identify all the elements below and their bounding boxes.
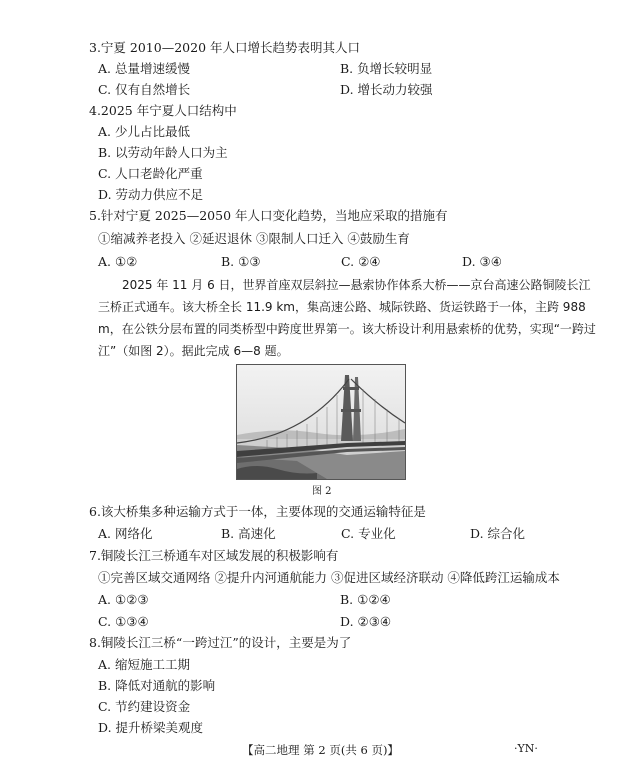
question-8-option-c: C. 节约建设资金 (98, 699, 191, 714)
question-4-option-c: C. 人口老龄化严重 (98, 166, 203, 181)
question-3-stem: 3.宁夏 2010—2020 年人口增长趋势表明其人口 (89, 40, 360, 55)
question-8-option-d: D. 提升桥梁美观度 (98, 720, 204, 735)
question-7-option-c: C. ①③④ (98, 614, 149, 629)
paper-code: ·YN· (514, 742, 538, 755)
reading-passage: 2025 年 11 月 6 日，世界首座双层斜拉—悬索协作体系大桥——京台高速公路铜陵长江三桥正式通车。该大桥全长 11.9 km，集高速公路、城际铁路、货运铁路于一体，主跨 988 m，在公铁分层布置的同类桥型中跨度世界第一。该大桥设计利用悬索桥的优势，实现“一跨过江”（如图 2）。据此完成 6—8 题。 (98, 278, 596, 358)
question-5-option-c: C. ②④ (341, 254, 381, 269)
figure-caption: 图 2 (312, 486, 332, 497)
page-footer: 【高二地理 第 2 页(共 6 页)】 (242, 743, 399, 757)
bridge-photo (236, 364, 406, 480)
question-7-option-b: B. ①②④ (340, 592, 391, 607)
question-6-option-c: C. 专业化 (341, 526, 396, 541)
question-5-option-d: D. ③④ (462, 254, 502, 269)
question-4-stem: 4.2025 年宁夏人口结构中 (89, 103, 237, 118)
question-5-option-b: B. ①③ (221, 254, 261, 269)
question-5-stem: 5.针对宁夏 2025—2050 年人口变化趋势，当地应采取的措施有 (89, 208, 448, 223)
question-8-option-b: B. 降低对通航的影响 (98, 678, 216, 693)
question-7-option-d: D. ②③④ (340, 614, 392, 629)
question-7-option-a: A. ①②③ (98, 592, 149, 607)
question-3-option-a: A. 总量增速缓慢 (98, 61, 190, 76)
question-8-option-a: A. 缩短施工工期 (98, 657, 190, 672)
question-7-stem: 7.铜陵长江三桥通车对区域发展的积极影响有 (89, 548, 339, 563)
question-7-items: ①完善区域交通网络 ②提升内河通航能力 ③促进区域经济联动 ④降低跨江运输成本 (98, 570, 560, 585)
question-4-option-a: A. 少儿占比最低 (98, 124, 190, 139)
question-6-option-d: D. 综合化 (470, 526, 526, 541)
question-4-option-b: B. 以劳动年龄人口为主 (98, 145, 228, 160)
question-3-option-c: C. 仅有自然增长 (98, 82, 191, 97)
bridge-illustration (237, 365, 405, 479)
question-3-option-b: B. 负增长较明显 (340, 61, 433, 76)
question-3-option-d: D. 增长动力较强 (340, 82, 433, 97)
question-5-option-a: A. ①② (98, 254, 138, 269)
question-5-items: ①缩减养老投入 ②延迟退休 ③限制人口迁入 ④鼓励生育 (98, 231, 410, 246)
question-6-option-a: A. 网络化 (98, 526, 153, 541)
question-6-stem: 6.该大桥集多种运输方式于一体，主要体现的交通运输特征是 (89, 504, 426, 519)
question-8-stem: 8.铜陵长江三桥“一跨过江”的设计，主要是为了 (89, 635, 352, 650)
question-4-option-d: D. 劳动力供应不足 (98, 187, 204, 202)
question-6-option-b: B. 高速化 (221, 526, 276, 541)
